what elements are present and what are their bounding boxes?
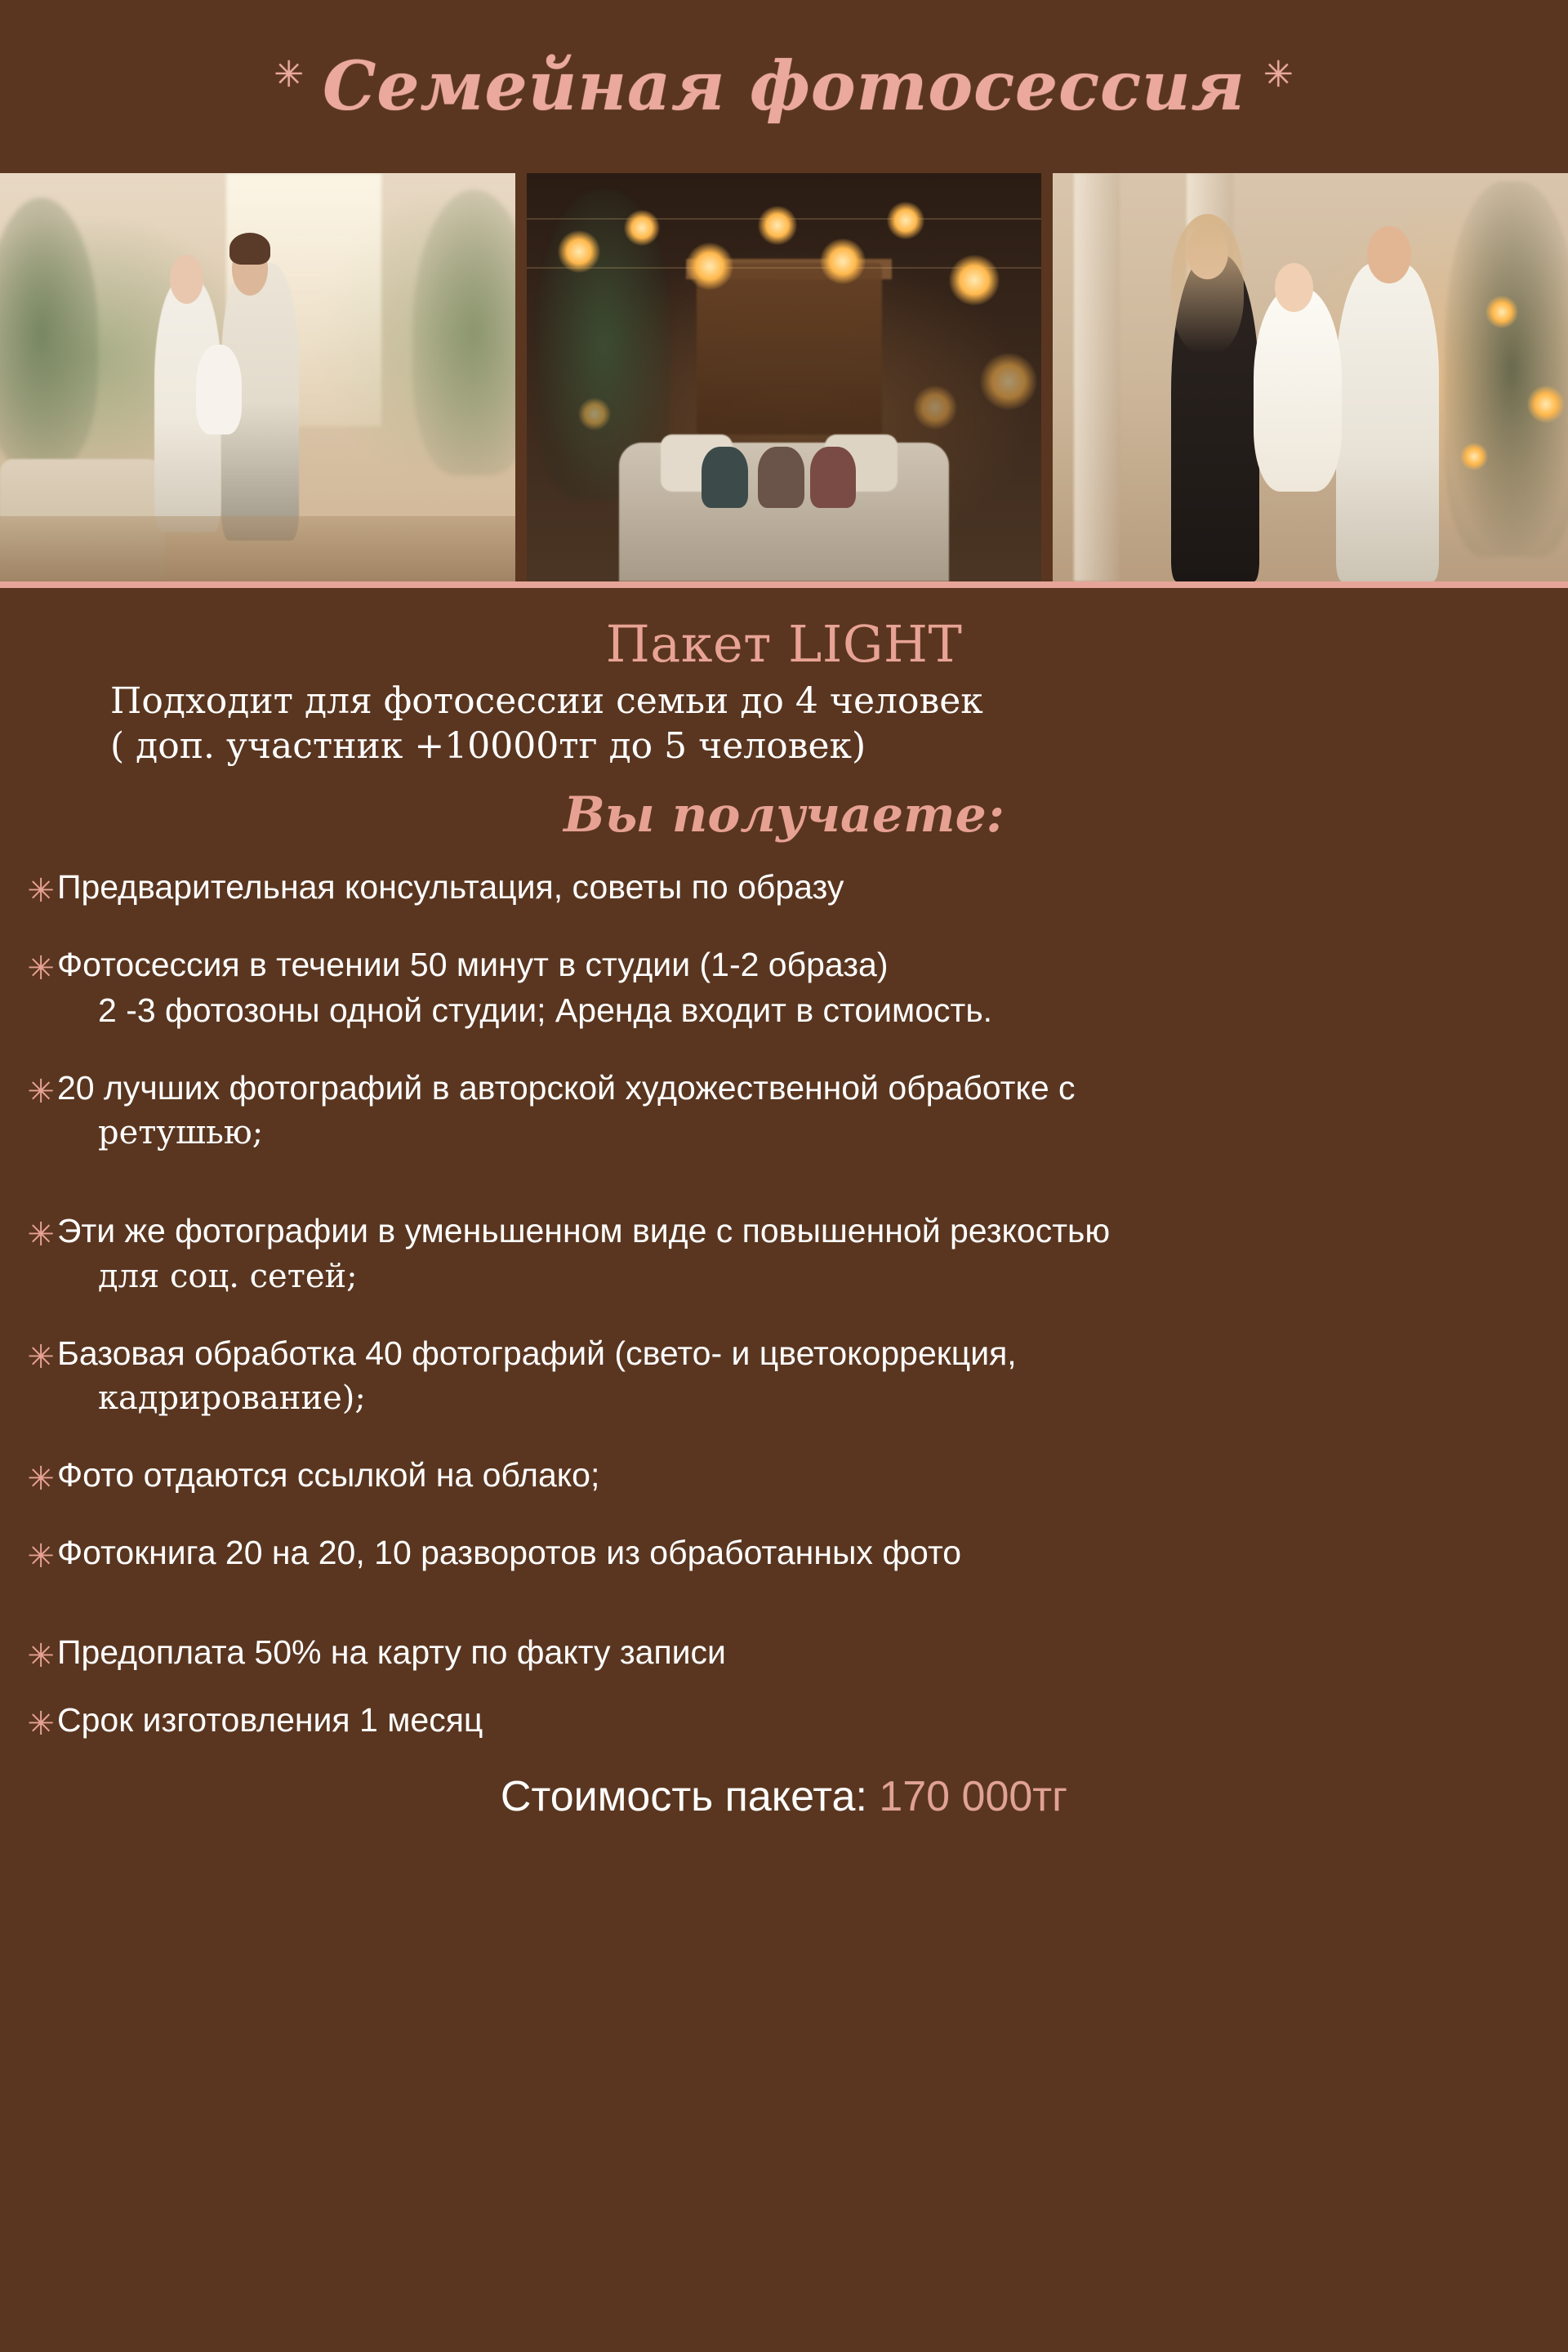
list-item-text: Фото отдаются ссылкой на облако; [57, 1456, 600, 1494]
person-shape [758, 447, 804, 508]
list-item-line-1: 20 лучших фотографий в авторской художественной обработке с [57, 1069, 1076, 1107]
star-icon: ✳ [1263, 53, 1294, 96]
list-item-line-2: 2 -3 фотозоны одной студии; Аренда входит в стоимость. [98, 991, 993, 1029]
asterisk-icon: ✳ [27, 1216, 55, 1254]
bokeh-light [1527, 385, 1565, 423]
feature-list [0, 865, 1568, 1743]
package-details [0, 588, 1568, 1821]
list-item [24, 1209, 1540, 1298]
you-get-heading: Вы получаете: [564, 786, 1004, 844]
asterisk-icon: ✳ [27, 872, 55, 910]
light-bulb-icon [949, 255, 1000, 305]
list-item-text: Фотокнига 20 на 20, 10 разворотов из обработанных фото [57, 1534, 962, 1572]
list-item [24, 1698, 1540, 1743]
person-shape [702, 447, 748, 508]
list-item [24, 1453, 1540, 1498]
bokeh-light [578, 398, 611, 430]
list-item-text [57, 1209, 1540, 1298]
child-shape [1254, 287, 1341, 492]
photo-family-living-room [0, 173, 515, 581]
list-item [24, 1630, 1540, 1675]
list-item-text [57, 1331, 1540, 1420]
photo-gallery [0, 173, 1568, 581]
hair-shape [1171, 214, 1243, 353]
list-item-line-2: для соц. сетей; [98, 1257, 358, 1295]
page-title [267, 47, 1301, 126]
light-bulb-icon [758, 206, 797, 245]
person-shape [810, 447, 857, 508]
list-item-text: Предоплата 50% на карту по факту записи [57, 1633, 726, 1671]
list-item-line-2: кадрирование); [98, 1379, 366, 1418]
list-item [24, 1066, 1540, 1155]
list-item-text: Предварительная консультация, советы по образу [57, 868, 844, 906]
bokeh-light [980, 353, 1037, 410]
person-head-shape [170, 255, 203, 304]
christmas-tree-shape [412, 189, 515, 475]
person-shape [1336, 263, 1439, 581]
column-shape [1074, 173, 1120, 581]
package-subtitle-line-2: ( доп. участник +10000тг до 5 человек) [110, 725, 866, 767]
page-header [0, 0, 1568, 173]
package-subtitle-line-1: Подходит для фотосессии семьи до 4 человек [110, 680, 983, 722]
christmas-tree-shape [1445, 181, 1568, 557]
asterisk-icon: ✳ [27, 950, 55, 988]
child-head-shape [1275, 263, 1313, 312]
list-item-line-2: ретушью; [98, 1114, 264, 1152]
list-item-text: Срок изготовления 1 месяц [57, 1701, 483, 1740]
person-head-shape [1367, 226, 1411, 283]
bokeh-light [1460, 443, 1488, 470]
asterisk-icon: ✳ [27, 1460, 55, 1499]
christmas-tree-shape [0, 198, 98, 467]
bokeh-light [913, 385, 957, 430]
list-item [24, 942, 1540, 1033]
person-head-shape [232, 243, 268, 296]
package-subtitle [0, 679, 1568, 768]
photo-family-standing [1053, 173, 1568, 581]
list-item [24, 865, 1540, 910]
light-bulb-icon [820, 238, 866, 284]
fireplace-shape [697, 263, 882, 434]
asterisk-icon: ✳ [27, 1637, 55, 1675]
list-item [24, 1331, 1540, 1420]
list-item-line-1: Базовая обработка 40 фотографий (свето- и цветокоррекция, [57, 1334, 1017, 1372]
list-item-text [57, 942, 1540, 1033]
light-bulb-icon [558, 230, 600, 273]
asterisk-icon: ✳ [27, 1705, 55, 1744]
page-title-text: Семейная фотосессия [323, 47, 1245, 126]
price-row [0, 1772, 1568, 1821]
light-bulb-icon [887, 202, 924, 239]
asterisk-icon: ✳ [27, 1073, 55, 1111]
floor-shape [0, 516, 515, 581]
asterisk-icon: ✳ [27, 1538, 55, 1576]
section-divider [0, 581, 1568, 588]
bokeh-light [1486, 296, 1518, 328]
package-title: Пакет LIGHT [605, 614, 963, 674]
price-label: Стоимость пакета: [500, 1773, 867, 1821]
list-item [24, 1530, 1540, 1575]
photo-family-bed-lights [527, 173, 1042, 581]
price-value: 170 000тг [879, 1773, 1068, 1821]
baby-shape [196, 345, 243, 434]
asterisk-icon: ✳ [27, 1338, 55, 1376]
list-item-text [57, 1066, 1540, 1155]
list-item-line-1: Эти же фотографии в уменьшенном виде с повышенной резкостью [57, 1212, 1111, 1250]
light-bulb-icon [686, 243, 733, 290]
star-icon: ✳ [274, 53, 305, 96]
list-item-line-1: Фотосессия в течении 50 минут в студии (1-2 образа) [57, 946, 889, 984]
